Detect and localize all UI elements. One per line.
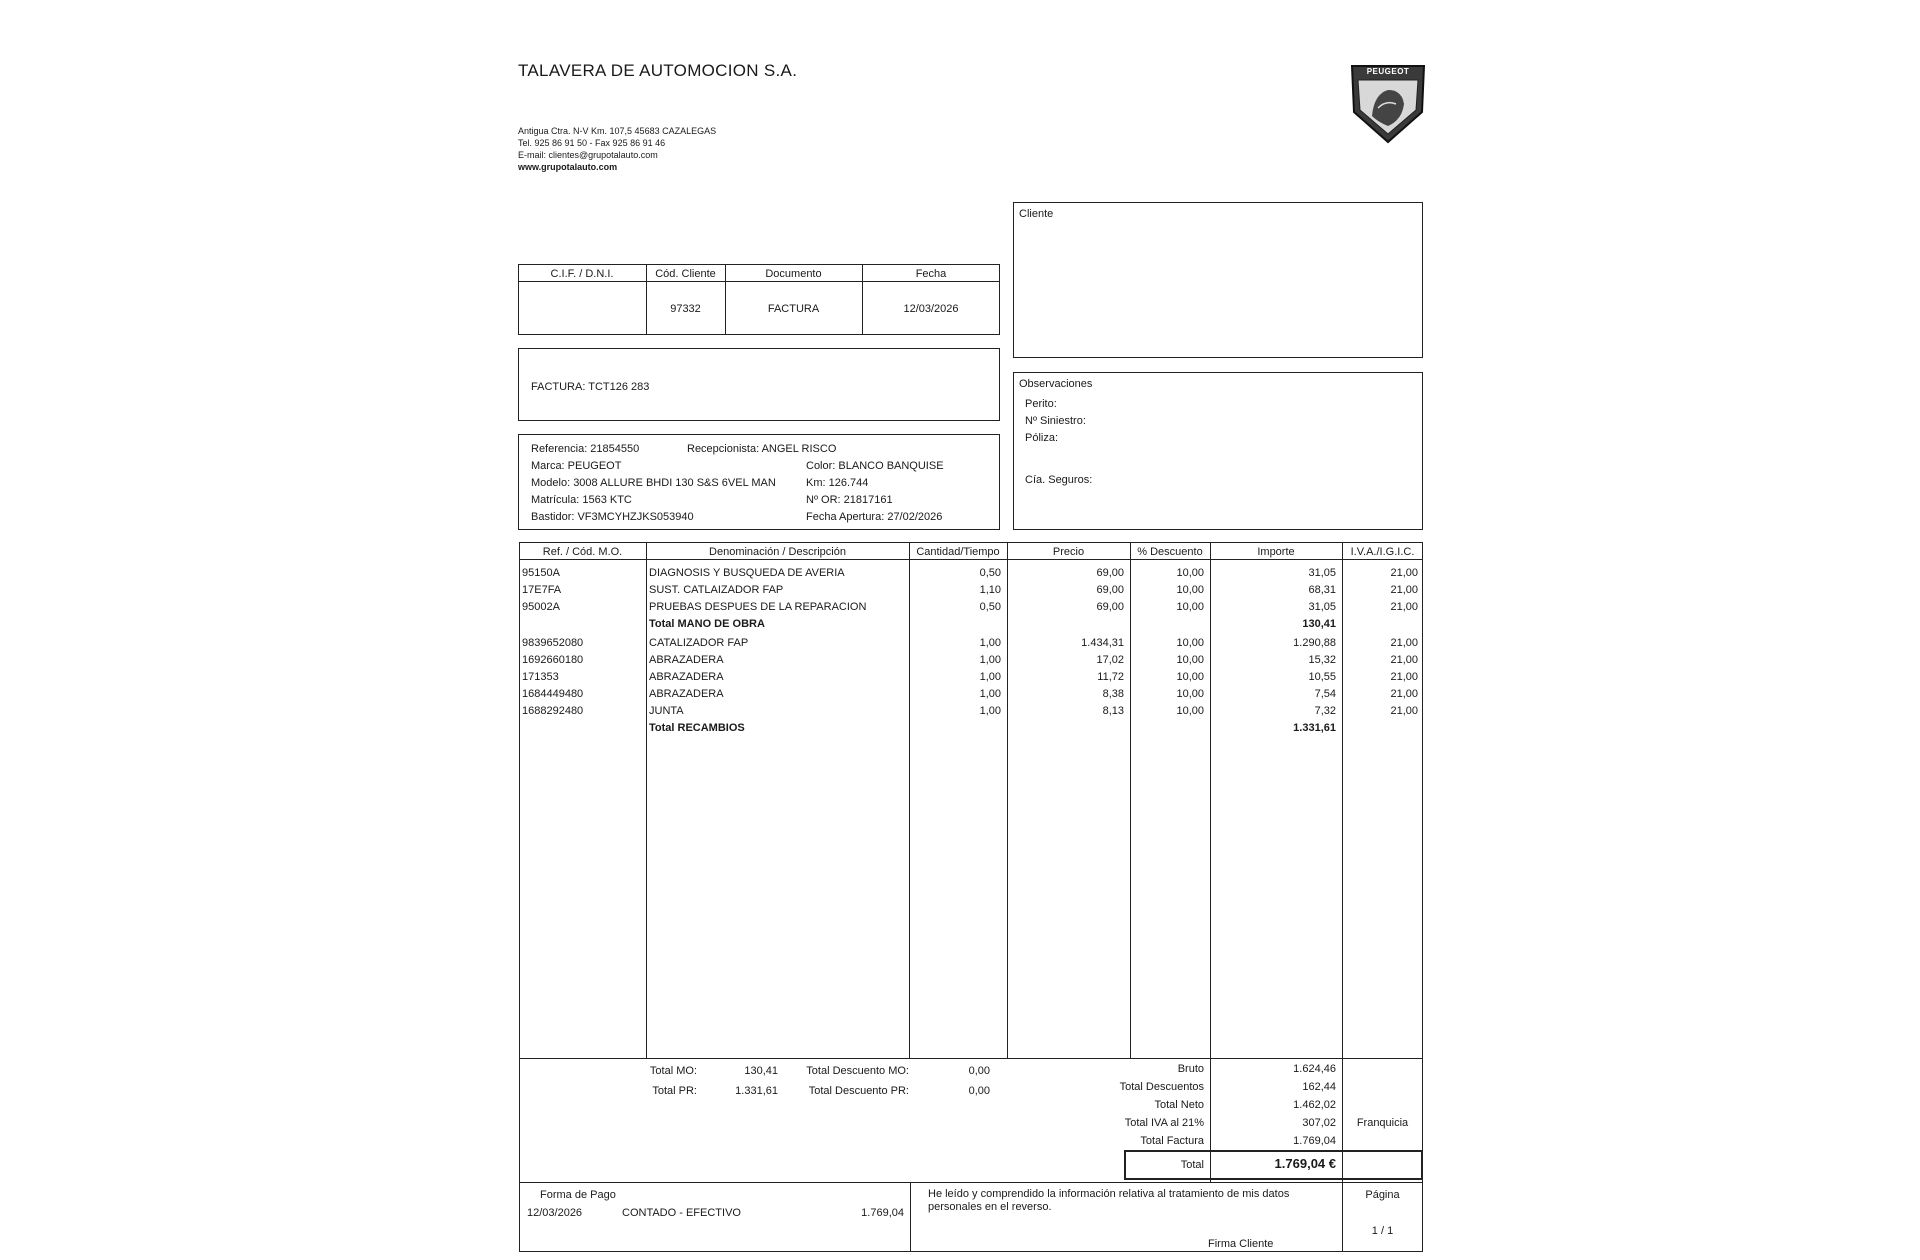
line-cell-price: 69,00	[1096, 584, 1124, 596]
vehicle-marca: Marca: PEUGEOT	[531, 460, 622, 472]
vehicle-bastidor: Bastidor: VF3MCYHZJKS053940	[531, 511, 694, 523]
col-header-ref: Ref. / Cód. M.O.	[542, 546, 623, 558]
observations-box	[1013, 372, 1423, 530]
line-cell-ref: 95150A	[522, 567, 560, 579]
peugeot-logo	[1348, 60, 1428, 144]
total-desc-pr-value: 0,00	[968, 1085, 990, 1097]
company-web: www.grupotalauto.com	[518, 162, 618, 172]
line-cell-ref: 1684449480	[522, 688, 584, 700]
line-cell-vat: 21,00	[1390, 705, 1418, 717]
invoice-number: FACTURA: TCT126 283	[531, 381, 650, 393]
total-desc-pr-label: Total Descuento PR:	[808, 1085, 909, 1097]
line-cell-desc: ABRAZADERA	[649, 688, 724, 700]
grand-total-value: 1.769,04 €	[1274, 1156, 1336, 1171]
id-header-cod-cliente: Cód. Cliente	[655, 268, 716, 280]
factura-label: Total Factura	[1140, 1135, 1204, 1147]
col-header-disc: % Descuento	[1137, 546, 1203, 558]
siniestro-label: Nº Siniestro:	[1025, 415, 1086, 427]
seguros-label: Cía. Seguros:	[1025, 474, 1093, 486]
privacy-notice-2: personales en el reverso.	[928, 1201, 1052, 1213]
col-header-qty: Cantidad/Tiempo	[916, 546, 1000, 558]
line-cell-price: 8,38	[1102, 688, 1124, 700]
id-header-fecha: Fecha	[915, 268, 947, 280]
payment-date: 12/03/2026	[527, 1207, 583, 1219]
line-cell-qty: 1,00	[979, 654, 1001, 666]
line-cell-ref: 171353	[522, 671, 559, 683]
payment-method: CONTADO - EFECTIVO	[622, 1207, 741, 1219]
poliza-label: Póliza:	[1025, 432, 1059, 444]
line-cell-price: 1.434,31	[1081, 637, 1124, 649]
total-pr-value: 1.331,61	[735, 1085, 778, 1097]
line-cell-vat: 21,00	[1390, 601, 1418, 613]
col-header-amount: Importe	[1257, 546, 1295, 558]
total-desc-mo-value: 0,00	[968, 1065, 990, 1077]
line-cell-vat: 21,00	[1390, 637, 1418, 649]
total-mo-value: 130,41	[744, 1065, 778, 1077]
line-cell-qty: 1,00	[979, 671, 1001, 683]
line-cell-desc: ABRAZADERA	[649, 671, 724, 683]
vehicle-box	[518, 434, 1000, 530]
id-value-cod-cliente: 97332	[670, 303, 701, 315]
id-header-documento: Documento	[765, 268, 822, 280]
line-cell-disc: 10,00	[1176, 567, 1204, 579]
line-cell-amount: 1.331,61	[1293, 722, 1336, 734]
line-cell-ref: 1688292480	[522, 705, 584, 717]
line-cell-disc: 10,00	[1176, 654, 1204, 666]
id-header-cif: C.I.F. / D.N.I.	[550, 268, 614, 280]
line-cell-ref: 17E7FA	[522, 584, 562, 596]
line-cell-qty: 0,50	[979, 567, 1001, 579]
line-cell-vat: 21,00	[1390, 584, 1418, 596]
signature-label: Firma Cliente	[1208, 1238, 1274, 1250]
company-email: E-mail: clientes@grupotalauto.com	[518, 150, 658, 160]
line-cell-disc: 10,00	[1176, 637, 1204, 649]
vehicle-matricula: Matrícula: 1563 KTC	[531, 494, 632, 506]
descuentos-value: 162,44	[1302, 1081, 1336, 1093]
iva-label: Total IVA al 21%	[1124, 1117, 1204, 1129]
line-cell-ref: 9839652080	[522, 637, 584, 649]
vehicle-km: Km: 126.744	[806, 477, 869, 489]
line-cell-price: 8,13	[1102, 705, 1124, 717]
line-cell-ref: 1692660180	[522, 654, 584, 666]
neto-value: 1.462,02	[1293, 1099, 1336, 1111]
payment-amount: 1.769,04	[861, 1207, 904, 1219]
col-header-vat: I.V.A./I.G.I.C.	[1350, 546, 1415, 558]
vehicle-recepcionista: Recepcionista: ANGEL RISCO	[687, 443, 837, 455]
line-cell-desc: PRUEBAS DESPUES DE LA REPARACION	[649, 601, 867, 613]
line-cell-amount: 31,05	[1308, 601, 1336, 613]
line-cell-amount: 10,55	[1308, 671, 1336, 683]
factura-value: 1.769,04	[1293, 1135, 1336, 1147]
line-cell-price: 69,00	[1096, 601, 1124, 613]
line-cell-price: 17,02	[1096, 654, 1124, 666]
line-cell-qty: 1,10	[979, 584, 1001, 596]
line-cell-desc: Total RECAMBIOS	[649, 722, 745, 734]
descuentos-label: Total Descuentos	[1119, 1081, 1204, 1093]
client-box	[1013, 202, 1423, 358]
line-cell-qty: 1,00	[979, 705, 1001, 717]
line-cell-amount: 68,31	[1308, 584, 1336, 596]
line-cell-disc: 10,00	[1176, 671, 1204, 683]
line-cell-qty: 1,00	[979, 637, 1001, 649]
line-cell-vat: 21,00	[1390, 688, 1418, 700]
line-cell-qty: 1,00	[979, 688, 1001, 700]
company-address: Antigua Ctra. N-V Km. 107,5 45683 CAZALEGAS	[518, 126, 717, 136]
total-mo-label: Total MO:	[649, 1065, 697, 1077]
line-cell-disc: 10,00	[1176, 705, 1204, 717]
vehicle-or: Nº OR: 21817161	[806, 494, 893, 506]
grand-total-label: Total	[1180, 1159, 1204, 1171]
line-cell-price: 69,00	[1096, 567, 1124, 579]
vehicle-referencia: Referencia: 21854550	[531, 443, 640, 455]
page-number: 1 / 1	[1371, 1225, 1394, 1237]
line-cell-vat: 21,00	[1390, 654, 1418, 666]
vehicle-color: Color: BLANCO BANQUISE	[806, 460, 944, 472]
line-cell-price: 11,72	[1097, 671, 1124, 683]
line-cell-vat: 21,00	[1390, 567, 1418, 579]
id-value-documento: FACTURA	[767, 303, 820, 315]
logo-text: PEUGEOT	[1366, 67, 1410, 76]
franquicia-label: Franquicia	[1356, 1117, 1409, 1129]
col-header-desc: Denominación / Descripción	[709, 546, 846, 558]
line-cell-disc: 10,00	[1176, 584, 1204, 596]
neto-label: Total Neto	[1154, 1099, 1204, 1111]
line-cell-desc: JUNTA	[649, 705, 684, 717]
line-cell-amount: 130,41	[1302, 618, 1336, 630]
line-cell-amount: 15,32	[1308, 654, 1336, 666]
line-cell-desc: SUST. CATLAIZADOR FAP	[649, 584, 784, 596]
line-cell-desc: ABRAZADERA	[649, 654, 724, 666]
perito-label: Perito:	[1025, 398, 1057, 410]
company-name: TALAVERA DE AUTOMOCION S.A.	[518, 61, 798, 80]
invoice-number-box	[518, 348, 1000, 421]
line-cell-desc: Total MANO DE OBRA	[649, 618, 765, 630]
line-cell-amount: 1.290,88	[1293, 637, 1336, 649]
line-cell-amount: 7,54	[1314, 688, 1336, 700]
vehicle-fecha-apertura: Fecha Apertura: 27/02/2026	[806, 511, 943, 523]
iva-value: 307,02	[1302, 1117, 1336, 1129]
total-desc-mo-label: Total Descuento MO:	[806, 1065, 909, 1077]
vehicle-modelo: Modelo: 3008 ALLURE BHDI 130 S&S 6VEL MAN	[531, 477, 776, 489]
line-cell-amount: 7,32	[1314, 705, 1336, 717]
line-cell-qty: 0,50	[979, 601, 1001, 613]
line-cell-desc: DIAGNOSIS Y BUSQUEDA DE AVERIA	[649, 567, 845, 579]
observations-label: Observaciones	[1019, 378, 1093, 390]
privacy-notice: He leído y comprendido la información relativa al tratamiento de mis datos	[928, 1188, 1290, 1200]
line-cell-amount: 31,05	[1308, 567, 1336, 579]
bruto-label: Bruto	[1177, 1063, 1204, 1075]
page-label: Página	[1365, 1189, 1400, 1201]
line-cell-disc: 10,00	[1176, 601, 1204, 613]
line-cell-ref: 95002A	[522, 601, 560, 613]
line-cell-vat: 21,00	[1390, 671, 1418, 683]
col-header-price: Precio	[1052, 546, 1085, 558]
line-cell-desc: CATALIZADOR FAP	[649, 637, 749, 649]
id-value-fecha: 12/03/2026	[903, 303, 959, 315]
company-phone: Tel. 925 86 91 50 - Fax 925 86 91 46	[518, 138, 666, 148]
line-cell-disc: 10,00	[1176, 688, 1204, 700]
bruto-value: 1.624,46	[1293, 1063, 1336, 1075]
total-pr-label: Total PR:	[652, 1085, 697, 1097]
client-label: Cliente	[1019, 208, 1054, 220]
payment-label: Forma de Pago	[540, 1189, 616, 1201]
